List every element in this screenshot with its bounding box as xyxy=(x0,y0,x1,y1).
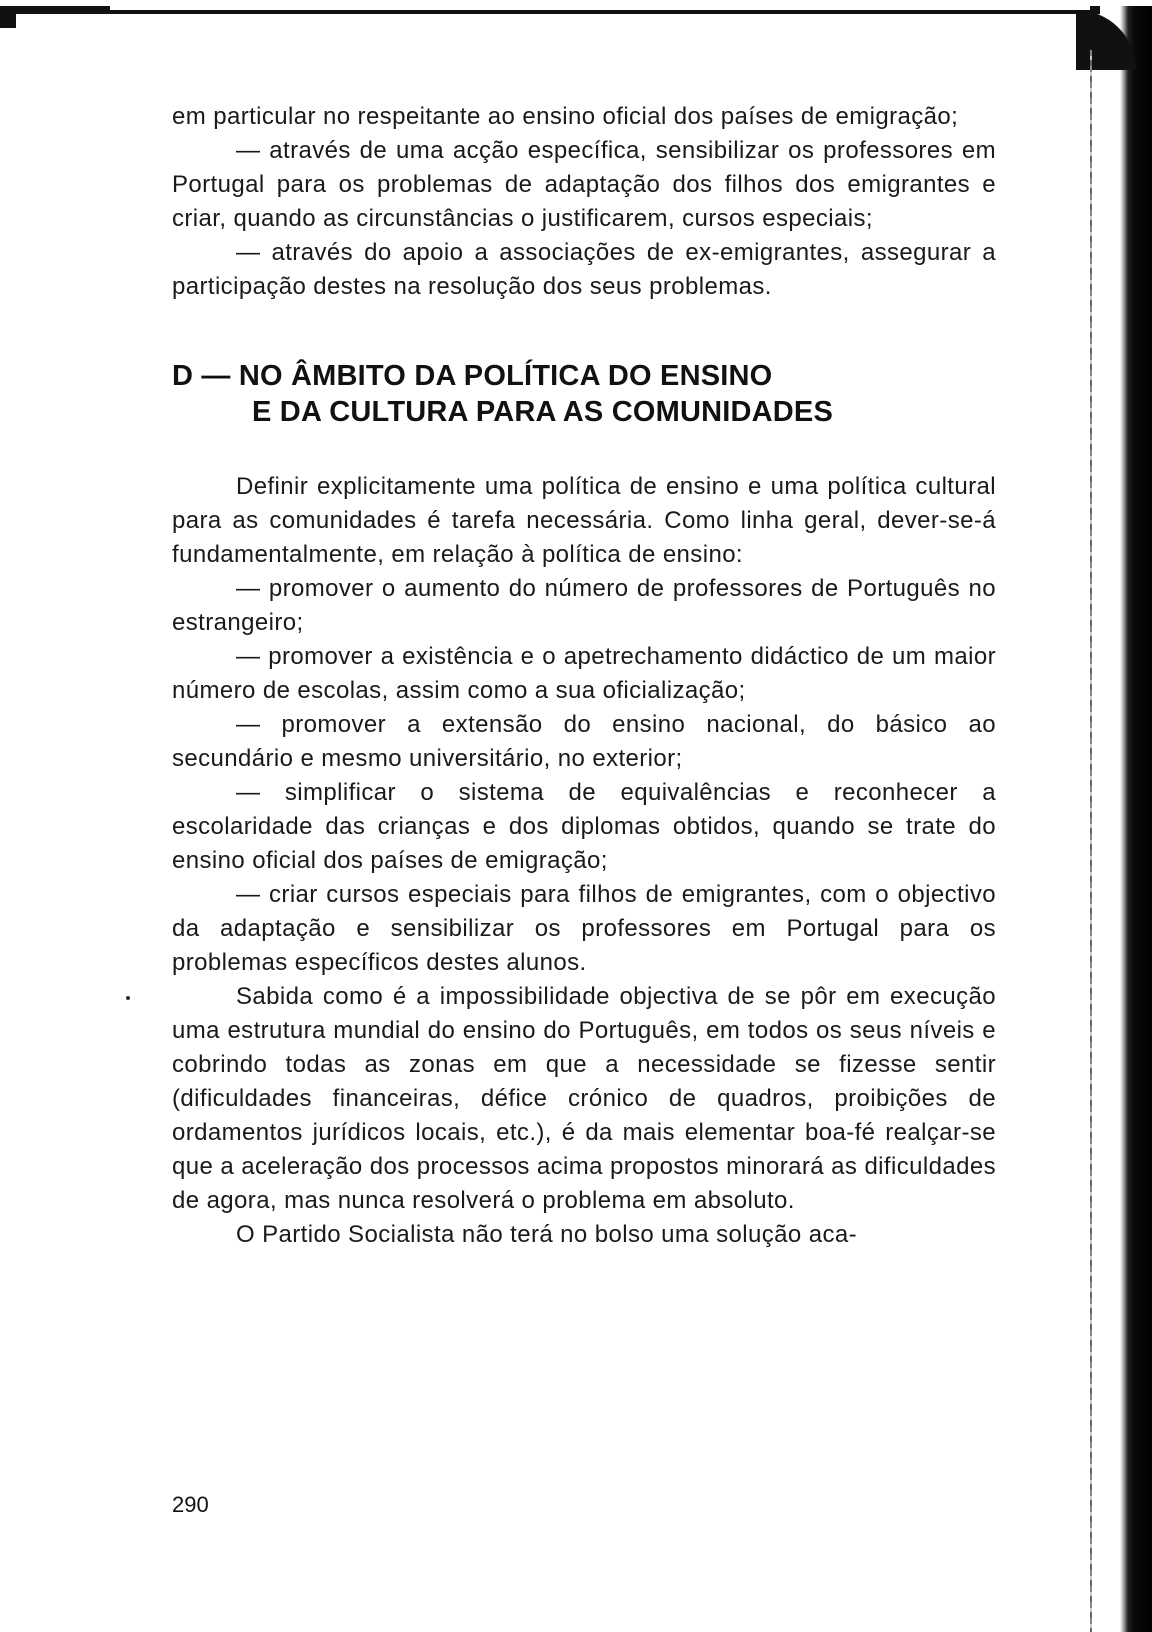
dash-item-sensibilizar: — através de uma acção específica, sensibilizar os professores em Portugal para os problemas de adaptação dos filhos dos emigrantes e criar, quando as circunstâncias o justificarem, cursos especiais; xyxy=(172,137,996,232)
scan-right-binding-shadow xyxy=(1100,6,1152,1632)
paragraph-partido: O Partido Socialista não terá no bolso uma solução aca- xyxy=(236,1221,858,1248)
section-heading xyxy=(172,358,996,430)
section-heading-line-2: E DA CULTURA PARA AS COMUNIDADES xyxy=(252,396,834,428)
opening-paragraph: em particular no respeitante ao ensino oficial dos países de emigração; xyxy=(172,103,959,130)
dash-item-equivalencias: — simplificar o sistema de equivalências e reconhecer a escolaridade das crianças e dos diplomas obtidos, quando se trate do ensino oficial dos países de emigração; xyxy=(172,779,996,874)
page-body xyxy=(172,100,996,1252)
section-heading-line-1: D — NO ÂMBITO DA POLÍTICA DO ENSINO xyxy=(172,360,773,392)
dash-item-extensao: — promover a extensão do ensino nacional, do básico ao secundário e mesmo universitário, no exterior; xyxy=(172,711,996,772)
dash-item-escolas: — promover a existência e o apetrechamento didáctico de um maior número de escolas, assim como a sua oficialização; xyxy=(172,643,996,704)
dash-item-cursos-especiais: — criar cursos especiais para filhos de emigrantes, com o objectivo da adaptação e sensibilizar os professores em Portugal para os problemas específicos destes alunos. xyxy=(172,881,996,976)
intro-paragraph: Definir explicitamente uma política de ensino e uma política cultural para as comunidades é tarefa necessária. Como linha geral, dever-se-á fundamentalmente, em relação à política de ensino: xyxy=(172,473,996,568)
scan-right-edge-line xyxy=(1090,50,1092,1632)
scan-corner-left xyxy=(0,6,16,28)
paragraph-sabida: Sabida como é a impossibilidade objectiva de se pôr em execução uma estrutura mundial do ensino do Português, em todos os seus níveis e cobrindo todas as zonas em que a necessidade se fizesse sentir (dificuldades financeiras, défice crónico de quadros, proibições de ordamentos jurídicos locais, etc.), é da mais elementar boa-fé realçar-se que a aceleração dos processos acima propostos minorará as dificuldades de agora, mas nunca resolverá o problema em absoluto. xyxy=(172,983,996,1214)
dash-item-professores: — promover o aumento do número de professores de Português no estrangeiro; xyxy=(172,575,996,636)
dash-item-associacoes: — através do apoio a associações de ex-emigrantes, assegurar a participação destes na resolução dos seus problemas. xyxy=(172,239,996,300)
scan-top-edge-gap xyxy=(110,6,1090,10)
page-number: 290 xyxy=(172,1492,209,1517)
scan-speck xyxy=(126,996,130,1000)
